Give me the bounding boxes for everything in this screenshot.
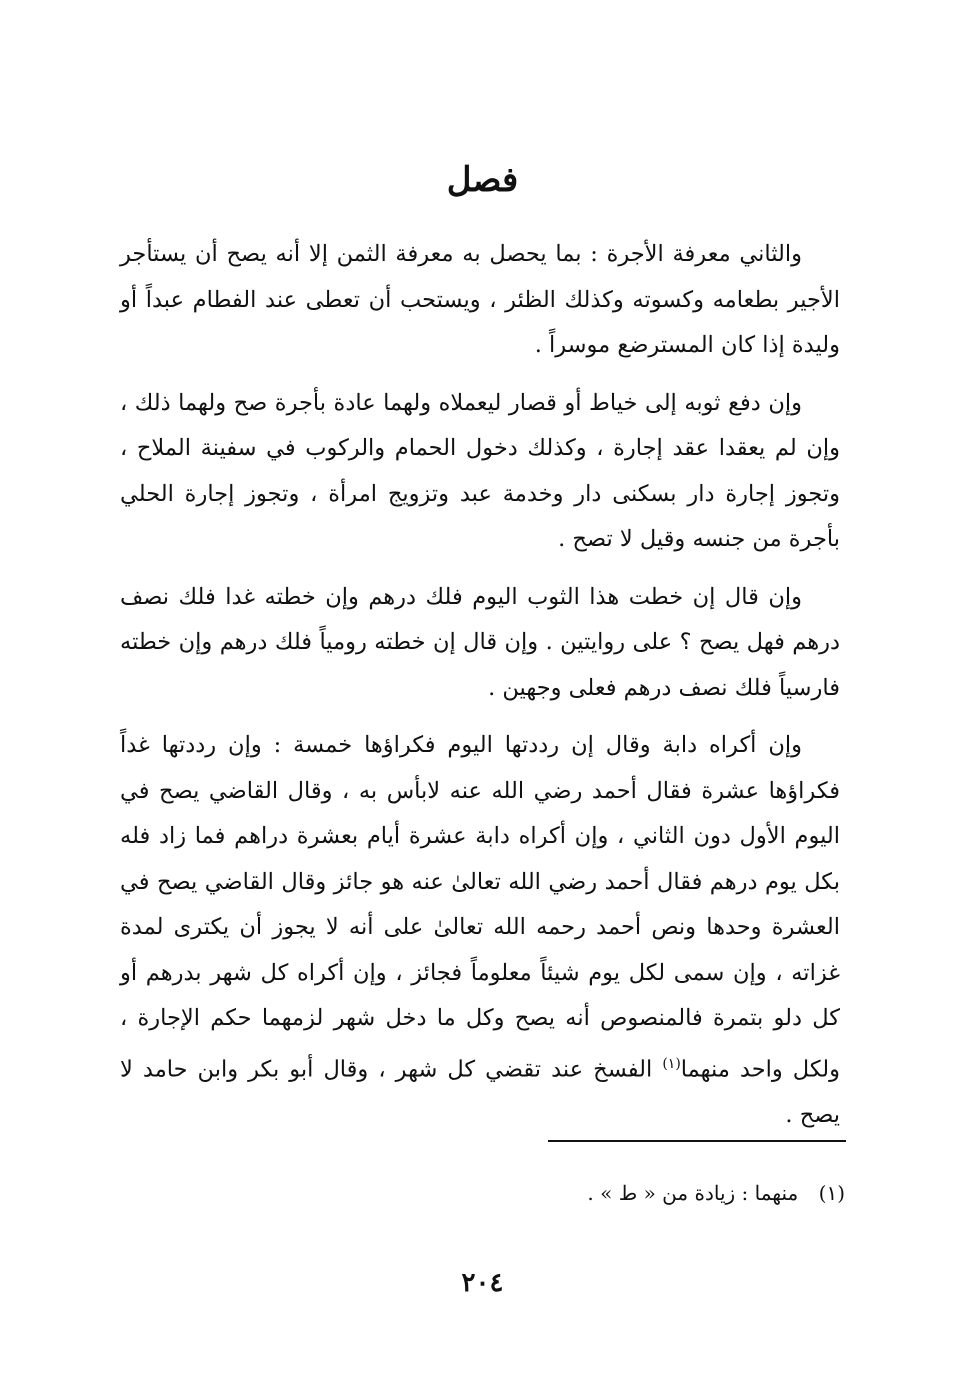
body-text: [120, 232, 840, 1150]
paragraph-2: وإن دفع ثوبه إلى خياط أو قصار ليعملاه ولهما عادة بأجرة صح ولهما ذلك ، وإن لم يعقدا عقد إجارة ، وكذلك دخول الحمام والركوب في سفينة الملاح ، وتجوز إجارة دار بسكنى دار وخدمة عبد وتزويج امرأة ، وتجوز إجارة الحلي بأجرة من جنسه وقيل لا تصح .: [120, 389, 840, 552]
footnote-separator: [548, 1140, 846, 1142]
paragraph-4: [120, 723, 840, 1138]
footnote-text: منهما : زيادة من « ط » .: [587, 1181, 799, 1205]
page-number: ٢٠٤: [461, 1268, 504, 1298]
paragraph-4-text-after-note: الفسخ عند تقضي كل شهر ، وقال أبو بكر وابن حامد لا يصح .: [120, 1056, 840, 1128]
section-heading: فصل: [446, 160, 519, 200]
footnote-number: (١): [818, 1181, 845, 1205]
paragraph-4-text-before-note: وإن أكراه دابة وقال إن رددتها اليوم فكراؤها خمسة : وإن رددتها غداً فكراؤها عشرة فقال أحمد رضي الله عنه لابأس به ، وقال القاضي يصح في اليوم الأول دون الثاني ، وإن أكراه دابة عشرة أيام بعشرة دراهم فما زاد فله بكل يوم درهم فقال أحمد رضي الله تعالىٰ عنه هو جائز وقال القاضي يصح في العشرة وحدها ونص أحمد رحمه الله تعالىٰ على أنه لا يجوز أن يكترى لمدة غزاته ، وإن سمى لكل يوم شيئاً معلوماً فجائز ، وإن أكراه كل شهر بدرهم أو كل دلو بتمرة فالمنصوص أنه يصح وكل ما دخل شهر لزمهما حكم الإجارة ، ولكل واحد منهما: [120, 732, 840, 1082]
footnote: [500, 1178, 845, 1208]
paragraph-3: وإن قال إن خطت هذا الثوب اليوم فلك درهم وإن خطته غدا فلك نصف درهم فهل يصح ؟ على روايتين . وإن قال إن خطته رومياً فلك درهم وإن خطته فارسياً فلك نصف درهم فعلى وجهين .: [120, 583, 840, 701]
footnote-reference[interactable]: (١): [662, 1055, 681, 1072]
paragraph-1: والثاني معرفة الأجرة : بما يحصل به معرفة الثمن إلا أنه يصح أن يستأجر الأجير بطعامه وكسوته وكذلك الظئر ، ويستحب أن تعطى عند الفطام عبداً أو وليدة إذا كان المسترضع موسراً .: [120, 241, 840, 358]
